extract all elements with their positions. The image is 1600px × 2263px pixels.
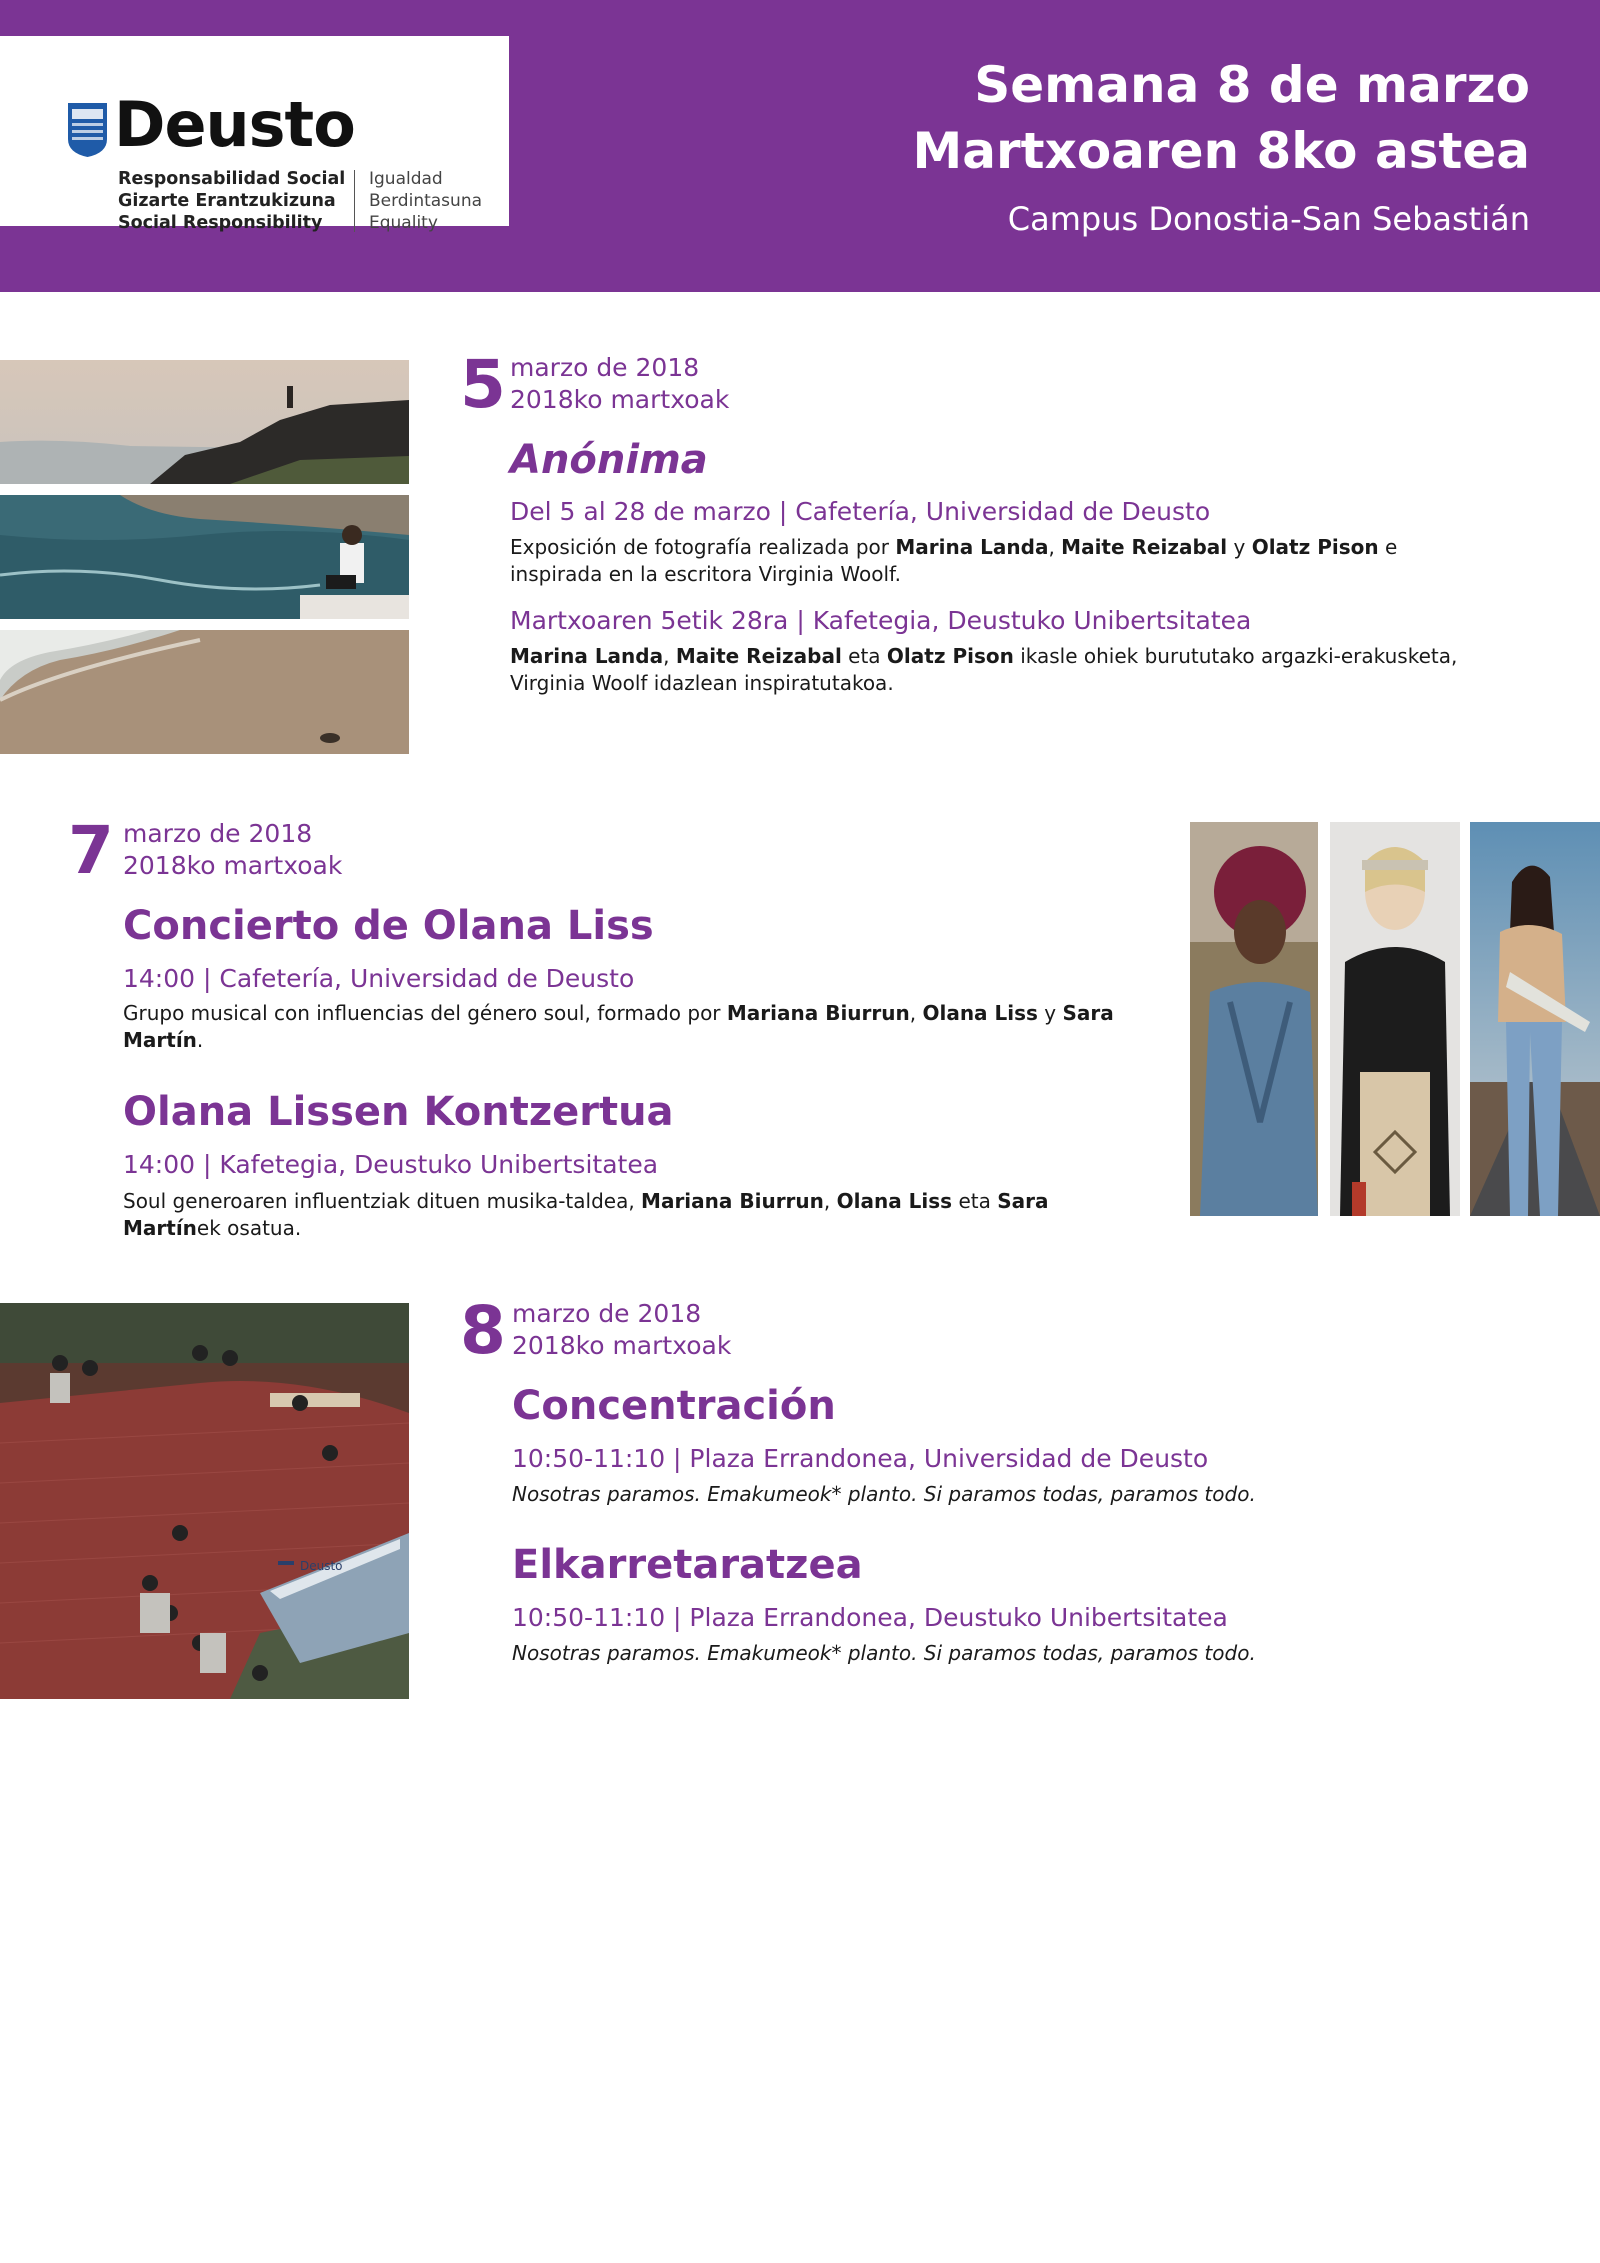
day-date <box>123 818 342 882</box>
person-name: Olatz Pison <box>1251 535 1379 559</box>
event-description: Nosotras paramos. Emakumeok* planto. Si paramos todas, paramos todo. <box>512 1482 1256 1506</box>
event-description <box>123 1000 1153 1054</box>
date-es: marzo de 2018 <box>510 353 700 382</box>
description-text: y <box>1037 1001 1063 1025</box>
description-text: . <box>196 1028 204 1052</box>
beach-sand-photo <box>0 630 409 754</box>
singer-portrait-2 <box>1330 822 1460 1216</box>
header-banner <box>0 0 1600 292</box>
plaza-sign-text: Deusto <box>300 1559 343 1573</box>
date-eu: 2018ko martxoak <box>512 1331 732 1360</box>
logo-line: Berdintasuna <box>369 191 483 211</box>
logo-line: Social Responsibility <box>118 213 323 233</box>
title-es: Semana 8 de marzo <box>974 56 1530 114</box>
logo-subtagline <box>369 168 482 234</box>
event-description: Nosotras paramos. Emakumeok* planto. Si paramos todas, paramos todo. <box>512 1641 1256 1665</box>
description-text: , <box>1048 535 1062 559</box>
event-meta: 14:00 | Kafetegia, Deustuko Unibertsitatea <box>123 1150 659 1179</box>
logo-line: Igualdad <box>369 169 443 189</box>
person-name: Marina Landa <box>895 535 1049 559</box>
description-text: Exposición de fotografía realizada por <box>510 535 896 559</box>
date-eu: 2018ko martxoak <box>510 385 730 414</box>
person-name: Olana Liss <box>836 1189 953 1213</box>
person-name: Olana Liss <box>922 1001 1038 1025</box>
description-text: eta <box>841 644 887 668</box>
person-name: Mariana Biurrun <box>726 1001 910 1025</box>
shield-icon <box>68 103 107 157</box>
logo-line: Equality <box>369 213 438 233</box>
logo-line: Responsabilidad Social <box>118 169 346 189</box>
person-name: Sara Martín <box>123 1001 1114 1052</box>
date-es: marzo de 2018 <box>512 1299 702 1328</box>
sea-rocks-photo <box>0 495 409 619</box>
event-title: Anónima <box>510 437 708 483</box>
description-text: ek osatua. <box>196 1216 302 1240</box>
event-meta: 10:50-11:10 | Plaza Errandonea, Universidad de Deusto <box>512 1444 1209 1473</box>
event-meta: Martxoaren 5etik 28ra | Kafetegia, Deustuko Unibertsitatea <box>510 606 1252 635</box>
day-number: 7 <box>68 812 114 889</box>
event-title: Olana Lissen Kontzertua <box>123 1089 674 1135</box>
description-text: , <box>909 1001 923 1025</box>
person-name: Maite Reizabal <box>675 644 842 668</box>
person-name: Maite Reizabal <box>1061 535 1228 559</box>
description-text: Grupo musical con influencias del género soul, formado por <box>123 1001 727 1025</box>
event-meta: 14:00 | Cafetería, Universidad de Deusto <box>123 964 635 993</box>
day-number: 8 <box>460 1292 506 1369</box>
event-title: Concierto de Olana Liss <box>123 903 654 949</box>
logo-box <box>0 36 509 233</box>
logo-tagline <box>118 168 345 234</box>
logo-divider <box>354 170 355 232</box>
person-name: Olatz Pison <box>886 644 1014 668</box>
event-description <box>123 1188 1153 1242</box>
event-title: Concentración <box>512 1383 836 1429</box>
person-name: Sara Martín <box>123 1189 1049 1240</box>
date-eu: 2018ko martxoak <box>123 851 343 880</box>
singer-portrait-1 <box>1190 822 1318 1216</box>
date-es: marzo de 2018 <box>123 819 313 848</box>
event-meta: Del 5 al 28 de marzo | Cafetería, Universidad de Deusto <box>510 497 1211 526</box>
description-text: ikasle ohiek burututako argazki-erakusketa, Virginia Woolf idazlean inspiratutakoa. <box>510 644 1458 695</box>
description-text: eta <box>952 1189 998 1213</box>
logo-line: Gizarte Erantzukizuna <box>118 191 336 211</box>
coast-cliff-photo <box>0 360 409 484</box>
day-number: 5 <box>460 346 506 423</box>
person-name: Mariana Biurrun <box>641 1189 824 1213</box>
description-text: y <box>1227 535 1252 559</box>
plaza-gathering-photo <box>0 1303 409 1699</box>
singer-portrait-3 <box>1470 822 1600 1216</box>
person-name: Marina Landa <box>510 644 664 668</box>
campus-label: Campus Donostia-San Sebastián <box>1007 200 1530 238</box>
event-description <box>510 643 1490 697</box>
event-description <box>510 534 1450 588</box>
day-date <box>510 352 729 416</box>
description-text: , <box>823 1189 837 1213</box>
description-text: , <box>663 644 676 668</box>
event-title: Elkarretaratzea <box>512 1542 863 1588</box>
day-date <box>512 1298 731 1362</box>
description-text: e inspirada en la escritora Virginia Woolf. <box>510 535 1398 586</box>
event-meta: 10:50-11:10 | Plaza Errandonea, Deustuko Unibertsitatea <box>512 1603 1228 1632</box>
title-eu: Martxoaren 8ko astea <box>912 122 1530 180</box>
description-text: Soul generoaren influentziak dituen musika-taldea, <box>123 1189 642 1213</box>
brand-logo-text: Deusto <box>114 88 355 161</box>
